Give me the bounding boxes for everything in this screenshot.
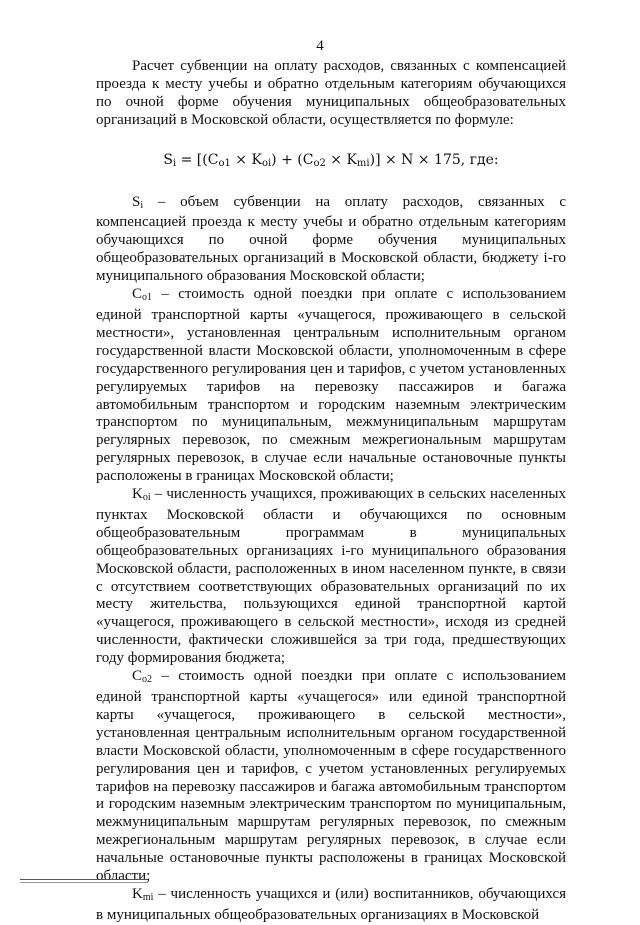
definition-symbol-sub: mi [142, 891, 154, 903]
definition-text: – объем субвенции на оплату расходов, связанных с компенсацией проезда к месту учебы и обратно отдельным категориям обучающихся по очной форме обучения муниципальных общеобразовательных организаций в Московской области, бюджету i-го муниципального образования Московской области; [96, 193, 566, 285]
definition-text: – численность учащихся, проживающих в сельских населенных пунктах Московской области и обучающихся по основным общеобразовательным программам в муниципальных общеобразовательных организациях i-го муниципального образования Московской области, расположенных в ином населенном пункте, в связи с отсутствием соответствующих образовательных организаций по их месту жительства, пользующихся единой транспортной картой «учащегося, проживающего в сельской местности», исходя из средней численности, фактически сложившейся за три года, предшествующих году формирования бюджета; [96, 486, 566, 667]
definition-symbol: S [132, 193, 141, 210]
definition-si [96, 194, 566, 287]
definition-co2 [96, 668, 566, 886]
formula-lhs: S [163, 151, 173, 168]
definition-symbol-sub: o1 [142, 292, 153, 304]
footer-rule-secondary [20, 882, 148, 883]
page-number: 4 [316, 38, 324, 54]
definition-symbol-sub: o2 [142, 674, 153, 686]
formula-lhs-sub: i [172, 157, 177, 169]
intro-paragraph: Расчет субвенции на оплату расходов, связанных с компенсацией проезда к месту учебы и обратно отдельным категориям обучающихся по очной форме обучения муниципальных общеобразовательных организаций в Московской области, осуществляется по формуле: [96, 58, 566, 128]
definition-koi [96, 486, 566, 668]
definition-symbol: K [132, 486, 143, 503]
formula-part-4-sub: mi [356, 157, 370, 169]
formula-part-5: )] × N × 175, где: [369, 151, 499, 168]
definition-symbol-sub: i [140, 199, 144, 211]
definition-text: – численность учащихся и (или) воспитанников, обучающихся в муниципальных общеобразовательных организациях в Московской [96, 885, 566, 923]
definition-symbol: C [132, 286, 143, 303]
definition-kmi [96, 886, 566, 925]
formula-part-3-sub: o2 [313, 157, 326, 169]
definition-symbol: C [132, 668, 143, 685]
formula-part-2: × K [230, 151, 262, 168]
formula-part-3: ) + (C [271, 151, 314, 168]
document-body [96, 58, 566, 925]
formula [96, 152, 566, 173]
formula-part-1: = [(C [176, 151, 219, 168]
footer-rule [20, 879, 148, 880]
definition-symbol: K [132, 885, 143, 902]
definition-text: – стоимость одной поездки при оплате с использованием единой транспортной карты «учащегося» или единой транспортной карты «учащегося, проживающего в сельской местности», установленная центральным исполнительным органом государственной власти Московской области, уполномоченным в сфере государственного регулирования цен и тарифов, с учетом установленных регулируемых тарифов на перевозку пассажиров и багажа автомобильным транспортом и городским наземным электрическим транспортом по муниципальным, межмуниципальным маршрутам регулярных перевозок, по смежным межрегиональным маршрутам регулярных перевозок, в случае если начальные остановочные пункты расположены в границах Московской области; [96, 668, 566, 885]
definition-symbol-sub: oi [142, 492, 151, 504]
formula-part-4: × K [325, 151, 357, 168]
formula-part-2-sub: oi [261, 157, 272, 169]
definition-co1 [96, 286, 566, 486]
formula-part-1-sub: o1 [218, 157, 231, 169]
definition-text: – стоимость одной поездки при оплате с использованием единой транспортной карты «учащегося, проживающего в сельской местности», установленная центральным исполнительным органом государственной власти Московской области, уполномоченным в сфере государственного регулирования цен и тарифов, с учетом установленных регулируемых тарифов на перевозку пассажиров и багажа автомобильным транспортом и городским наземным электрическим транспортом по муниципальным, межмуниципальным маршрутам регулярных перевозок, по смежным межрегиональным маршрутам регулярных перевозок, в случае если начальные остановочные пункты расположены в границах Московской области; [96, 286, 566, 485]
